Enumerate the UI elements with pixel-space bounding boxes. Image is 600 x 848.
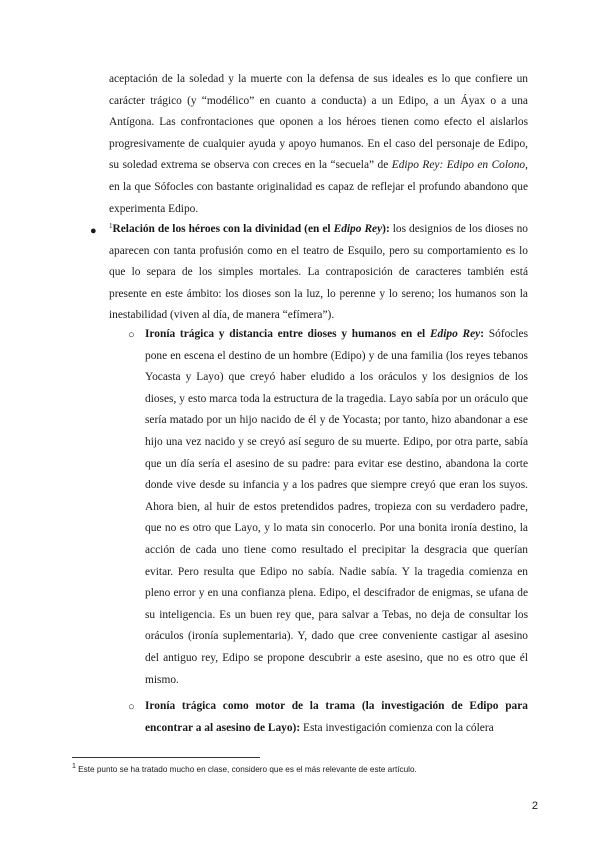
bullet-text [109,219,528,327]
sub-bullet-body: Esta investigación comienza con la cólera [300,721,494,734]
page-number: 2 [531,800,538,812]
sub-bullet-text [145,696,528,739]
sub-bullet-text [145,324,528,691]
footnote-number: 1 [72,763,76,770]
sub-bullet-marker: ○ [128,329,135,341]
sub-bullet-marker: ○ [128,701,135,713]
paragraph-top-text-after: , en la que Sófocles con bastante originalidad es capaz de reflejar el profundo abandono que experimenta Edipo. [109,159,528,215]
bullet-heading: Relación de los héroes con la divinidad (en el Edipo Rey): [112,223,390,235]
bullet-body: los designios de los dioses no aparecen con tanta profusión como en el teatro de Esquilo, pero su comportamiento es lo que lo separa de los simples mortales. La contraposición de caracteres también está presente en este ámbito: los dioses son la luz, lo perenne y lo sereno; los humanos son la inestabilidad (viven al día, de manera “efímera”). [109,223,528,322]
footnote-text: Este punto se ha tratado mucho en clase, considero que es el más relevante de este artículo. [75,765,417,774]
bullet-marker: ● [90,225,97,237]
sub-bullet-body: Sófocles pone en escena el destino de un hombre (Edipo) y de una familia (los reyes tebanos Yocasta y Layo) que creyó haber eludido a los oráculos y los designios de los dioses, y esto marca toda la estructura de la tragedia. Layo sabía por un oráculo que sería matado por un hijo nacido de él y de Yocasta; por tanto, hizo abandonar a ese hijo una vez nacido y se creyó así seguro de su muerte. Edipo, por otra parte, sabía que un día sería el asesino de su padre: para evitar ese destino, abandona la corte donde vive desde su infancia y a los padres que siempre creyó que eran los suyos. Ahora bien, al huir de estos pretendidos padres, tropieza con su verdadero padre, que no es otro que Layo, y lo mata sin conocerlo. Por una bonita ironía destino, la acción de cada uno tiene como resultado el precipitar la desgracia que querían evitar. Pero resulta que Edipo no sabía. Nadie sabía. Y la tragedia comienza en pleno error y en una confianza plena. Edipo, el descifrador de enigmas, se ufana de su inteligencia. Es un buen rey que, para salvar a Tebas, no deja de consultar los oráculos (ironía suplementaria). Y, dado que cree conveniente castigar al asesino del antiguo rey, Edipo se propone descubrir a este asesino, que no es otro que él mismo. [145,328,529,686]
footnote [72,764,542,775]
paragraph-top-text: aceptación de la soledad y la muerte con la defensa de sus ideales es lo que confiere un carácter trágico (y “modélico” en cuanto a conducta) a un Edipo, a un Áyax o a una Antígona. Las confrontaciones que oponen a los héroes tienen como efecto el aislarlos progresivamente de cualquier ayuda y apoyo humanos. En el caso del personaje de Edipo, su soledad extrema se observa con creces en la “secuela” de [109,73,528,172]
sub-bullet-heading: Ironía trágica y distancia entre dioses y humanos en el Edipo Rey: [145,328,485,340]
footnote-separator [72,757,260,758]
footnote-reference[interactable]: 1 [109,222,113,230]
sub-bullet-heading: Ironía trágica como motor de la trama (la investigación de Edipo para encontrar a al asesino de Layo): [145,700,528,734]
paragraph-top-italic-title: Edipo Rey: Edipo en Colono [391,159,526,172]
paragraph-top [109,69,528,220]
